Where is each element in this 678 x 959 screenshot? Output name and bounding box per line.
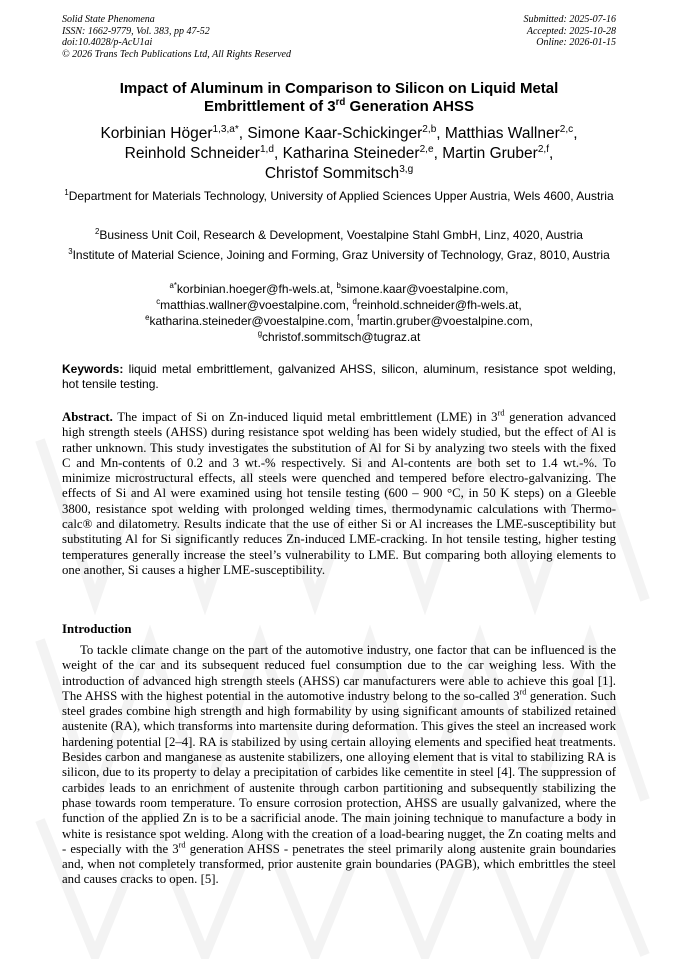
email-address[interactable]: katharina.steineder@voestalpine.com: [149, 314, 351, 328]
introduction-body: To tackle climate change on the part of the automotive industry, one factor that can be influenced is the weight of the car and its subsequent reduced fuel consumption due to the car weighing less. With the introduction of advanced high strength steels (AHSS) car manufacturers were able to achieve this goal [1]. The AHSS with the highest potential in the automotive industry belong to the so-called 3rd generation. Such steel grades combine high strength and high formability by using significant amounts of stabilized retained austenite (RA), which transforms into martensite during deformation. This gives the steel an increased work hardening potential [2–4]. RA is stabilized by using certain alloying elements and specified heat treatments. Besides carbon and manganese as austenite stabilizers, one alloying element that is vital to stabilizing RA is silicon, due to its property to delay a precipitation of carbides like cementite in steel [4]. The suppression of carbides leads to an enrichment of austenite through carbon partitioning and subsequently stabilizing the phase towards room temperature. To ensure corrosion protection, AHSS are usually galvanized, where the function of the applied Zn is to be a sacrificial anode. The main joining technique to manufacture a body in white is resistance spot welding. Along with the creation of a load-bearing nugget, the Zn coating melts and - especially with the 3rd generation AHSS - penetrates the steel primarily along austenite grain boundaries and, when not completely transformed, prior austenite grain boundaries (PAGB), which embrittles the steel and causes cracks to open. [5].: [62, 643, 616, 887]
accepted-date: Accepted: 2025-10-28: [526, 25, 616, 37]
affiliation-3: $^3$Institute of Material Science, Joining and Forming, Graz University of Technology, Graz, 8010, Austria: [68, 247, 610, 262]
email-list: $^{a*}$korbinian.hoeger@fh-wels.at, $^b$simone.kaar@voestalpine.com, $^c$matthias.wallner@voestalpine.com, $^d$reinhold.schneider@fh-wels.at, $^e$katharina.steineder@voestalpine.com, $^f$martin.gruber@voestalpine.com, $^g$christof.sommitsch@tugraz.at: [145, 281, 533, 344]
email-address[interactable]: simone.kaar@voestalpine.com: [340, 282, 506, 296]
section-heading-introduction: Introduction: [62, 622, 132, 636]
email-address[interactable]: matthias.wallner@voestalpine.com: [160, 298, 346, 312]
author-name: Katharina Steineder: [282, 145, 420, 162]
author-list: Korbinian Höger$^{1,3,a*}$, Simone Kaar-Schickinger$^{2,b}$, Matthias Wallner$^{2,c}$, Reinhold Schneider$^{1,d}$, Katharina Steineder$^{2,e}$, Martin Gruber$^{2,f}$, Christof Sommitsch$^{3,g}$: [100, 123, 578, 182]
journal-header-left: [62, 14, 291, 60]
author-name: Christof Sommitsch: [264, 165, 400, 182]
submitted-date: Submitted: 2025-07-16: [523, 14, 616, 25]
author-name: Matthias Wallner: [444, 125, 560, 142]
author-name: Simone Kaar-Schickinger: [247, 125, 423, 142]
email-address[interactable]: christof.sommitsch@tugraz.at: [262, 330, 421, 344]
email-address[interactable]: martin.gruber@voestalpine.com: [359, 314, 530, 328]
email-address[interactable]: korbinian.hoeger@fh-wels.at: [176, 282, 330, 296]
online-date: Online: 2026-01-15: [536, 37, 616, 48]
title-line-1: Impact of Aluminum in Comparison to Silicon on Liquid Metal: [119, 80, 559, 97]
author-name: Martin Gruber: [442, 145, 538, 162]
copyright: © 2026 Trans Tech Publications Ltd, All Rights Reserved: [62, 48, 291, 60]
journal-name: Solid State Phenomena: [62, 14, 155, 25]
affiliation-2: $^2$Business Unit Coil, Research & Development, Voestalpine Stahl GmbH, Linz, 4020, Austria: [95, 227, 583, 242]
abstract-label: Abstract.: [62, 410, 113, 424]
journal-header-right: [524, 14, 617, 49]
title-line-2: Embrittlement of 3rd Generation AHSS: [203, 97, 475, 115]
paper-title: [62, 80, 616, 116]
keywords: [62, 362, 616, 392]
abstract: Abstract. The impact of Si on Zn-induced liquid metal embrittlement (LME) in 3rd generation advanced high strength steels (AHSS) during resistance spot welding has been widely studied, but the effect of Al is rather unknown. This study investigates the substitution of Al for Si by analyzing two steels with the fixed C and Mn-contents of 0.2 and 3 wt.-% respectively. Si and Al-contents are both set to 1.4 wt.-%. To minimize microstructural effects, all steels were quenched and tempered before electro-galvanizing. The effects of Si and Al were examined using hot tensile testing (600 – 900 °C, in 50 K steps) on a Gleeble 3800, resistance spot welding with prolonged welding times, thermodynamic calculations with Thermo-calc® and dilatometry. Results indicate that the use of either Si or Al increases the LME-susceptibility but substituting Al for Si significantly reduces Zn-induced LME-cracking. In hot tensile testing, higher testing temperatures generally increase the steel’s vulnerability to LME. But comparing both alloying elements to one another, Si causes a higher LME-susceptibility.: [62, 408, 617, 577]
author-name: Korbinian Höger: [100, 125, 213, 142]
issn: ISSN: 1662-9779, Vol. 383, pp 47-52: [62, 25, 210, 37]
affiliation-1: $^1$Department for Materials Technology, University of Applied Sciences Upper Austria, Wels 4600, Austria: [64, 188, 614, 203]
keywords-text: liquid metal embrittlement, galvanized AHSS, silicon, aluminum, resistance spot welding, hot tensile testing.: [62, 362, 616, 391]
author-name: Reinhold Schneider: [124, 145, 260, 162]
keywords-label: Keywords:: [62, 362, 124, 376]
doi: doi:10.4028/p-AcU1ai: [62, 37, 153, 48]
email-address[interactable]: reinhold.schneider@fh-wels.at: [356, 298, 519, 312]
